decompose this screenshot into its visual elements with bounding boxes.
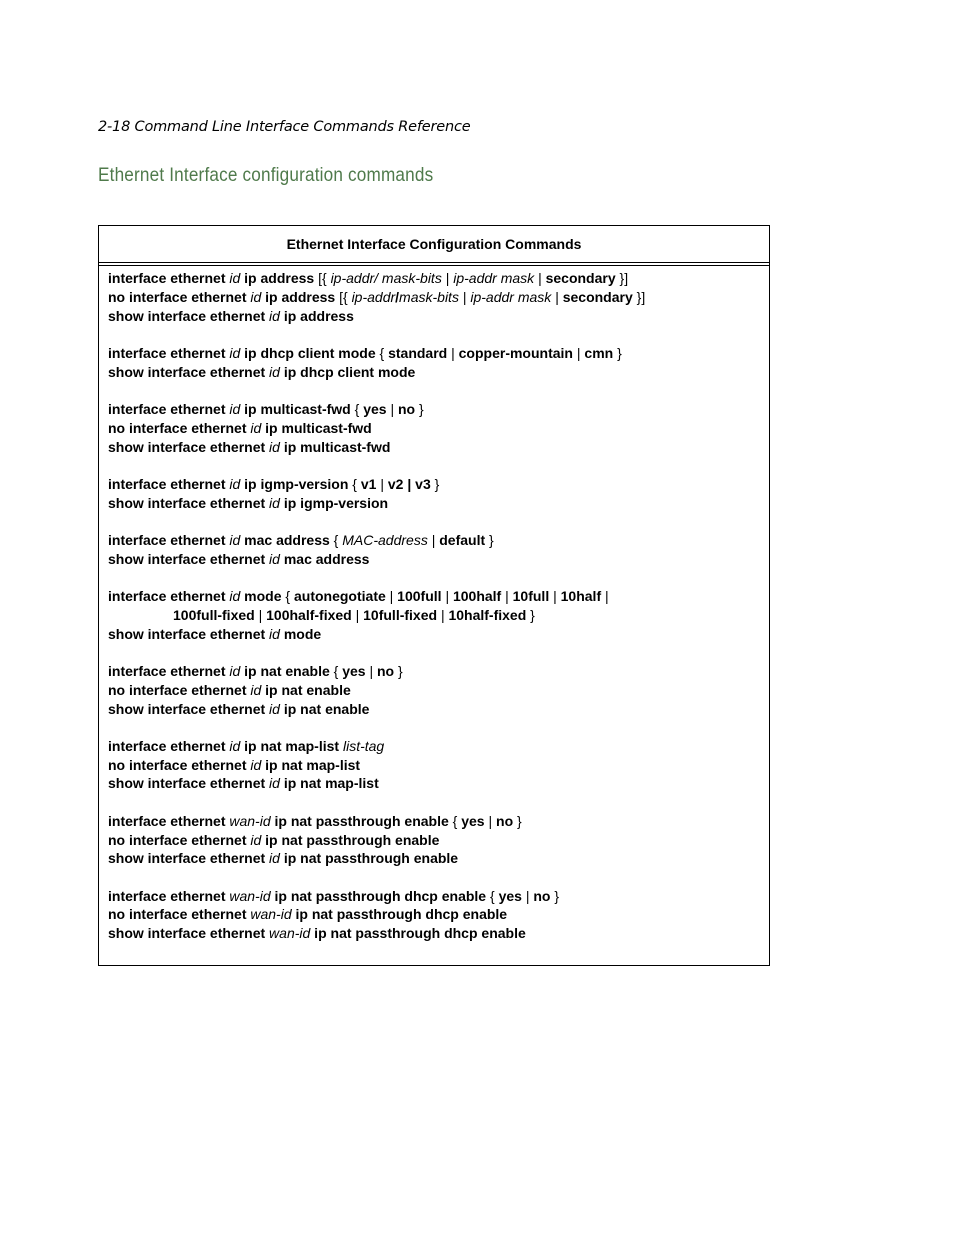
command-group (108, 531, 763, 569)
keyword-text: cmn (580, 344, 618, 361)
parameter-text: MAC-address (342, 531, 432, 548)
command-line (108, 887, 763, 906)
syntax-text: } (530, 606, 535, 623)
keyword-text: 100full-fixed (173, 606, 259, 623)
keyword-text: no interface ethernet (108, 756, 251, 773)
command-line (108, 363, 763, 382)
parameter-text: id (250, 288, 262, 305)
command-group (108, 737, 763, 793)
keyword-text: no (492, 812, 518, 829)
keyword-text: interface ethernet (108, 400, 230, 417)
keyword-text: show interface ethernet (108, 438, 270, 455)
keyword-text: v3 (411, 475, 435, 492)
keyword-text: ip nat enable (240, 662, 334, 679)
section-title: Ethernet Interface configuration commands (98, 164, 434, 186)
parameter-text: id (269, 438, 280, 455)
keyword-text: copper-mountain (454, 344, 577, 361)
syntax-text: } (489, 531, 494, 548)
syntax-text: | (390, 400, 395, 417)
command-line (108, 681, 763, 700)
parameter-text: id (269, 700, 280, 717)
command-line (108, 905, 763, 924)
syntax-text: { (354, 400, 364, 417)
keyword-text: 10half (556, 588, 605, 605)
keyword-text: show interface ethernet (108, 307, 270, 324)
parameter-text: wan-id (229, 812, 271, 829)
keyword-text: interface ethernet (108, 737, 230, 754)
keyword-text: default (435, 531, 490, 548)
syntax-text: | (555, 288, 559, 305)
command-group (108, 344, 763, 382)
parameter-text: ip-addr (351, 288, 396, 305)
keyword-text: | (407, 475, 412, 492)
keyword-text: ip nat passthrough enable (270, 812, 453, 829)
command-line (108, 812, 763, 831)
keyword-text: ip nat enable (261, 681, 351, 698)
command-line (108, 831, 763, 850)
keyword-text: yes (342, 662, 370, 679)
command-line (108, 475, 763, 494)
parameter-text: ip-addr mask (466, 288, 556, 305)
keyword-text: ip igmp-version (279, 494, 389, 511)
command-line (108, 531, 763, 550)
parameter-text: id (229, 400, 241, 417)
keyword-text: v2 (383, 475, 408, 492)
keyword-text: show interface ethernet (108, 700, 270, 717)
keyword-text: ip multicast-fwd (261, 419, 372, 436)
keyword-text: ip nat map-list (279, 775, 379, 792)
keyword-text: ip address (261, 288, 340, 305)
keyword-text: show interface ethernet (108, 363, 270, 380)
syntax-text: } (517, 812, 522, 829)
keyword-text: ip nat passthrough dhcp enable (270, 887, 490, 904)
keyword-text: interface ethernet (108, 475, 230, 492)
keyword-text: show interface ethernet (108, 550, 270, 567)
syntax-text: } (418, 400, 424, 417)
keyword-text: ip nat passthrough enable (279, 850, 459, 867)
keyword-text: interface ethernet (108, 531, 230, 548)
syntax-text: { (489, 887, 499, 904)
keyword-text: 10full (508, 588, 554, 605)
parameter-text: list-tag (342, 737, 385, 754)
syntax-text: | (440, 606, 445, 623)
keyword-text: ip nat map-list (240, 737, 343, 754)
keyword-text: no interface ethernet (108, 681, 251, 698)
keyword-text: show interface ethernet (108, 494, 270, 511)
keyword-text: ip nat passthrough enable (261, 831, 440, 848)
keyword-text: ip dhcp client mode (279, 363, 416, 380)
syntax-text: | (605, 588, 609, 605)
keyword-text: no interface ethernet (108, 906, 251, 923)
keyword-text: ip nat passthrough dhcp enable (310, 925, 526, 942)
keyword-text: interface ethernet (108, 812, 230, 829)
keyword-text: standard (388, 344, 452, 361)
syntax-text: | (369, 662, 374, 679)
syntax-text: | (445, 588, 450, 605)
running-header: 2-18 Command Line Interface Commands Reference (98, 119, 471, 135)
syntax-text: } (554, 887, 560, 904)
syntax-text: } (434, 475, 440, 492)
command-line (108, 307, 763, 326)
keyword-text: interface ethernet (108, 270, 230, 286)
command-line (108, 774, 763, 793)
command-line (108, 662, 763, 681)
syntax-text: | (576, 344, 581, 361)
syntax-text: [{ (318, 270, 331, 286)
keyword-text: 10full-fixed (359, 606, 441, 623)
keyword-text: / (395, 288, 400, 305)
syntax-text: } (617, 344, 622, 361)
keyword-text: mac address (279, 550, 370, 567)
syntax-text: | (538, 270, 542, 286)
syntax-text: }] (619, 270, 629, 286)
syntax-text: | (505, 588, 509, 605)
keyword-text: no interface ethernet (108, 831, 251, 848)
table-body (108, 269, 763, 962)
keyword-text: no interface ethernet (108, 288, 251, 305)
parameter-text: ip-addr/ mask-bits (330, 270, 446, 286)
syntax-text: { (285, 588, 294, 605)
command-line (108, 849, 763, 868)
keyword-text: ip address (240, 270, 319, 286)
syntax-text: | (355, 606, 360, 623)
keyword-text: yes (498, 887, 526, 904)
syntax-text: [{ (339, 288, 352, 305)
syntax-text: { (333, 531, 343, 548)
command-line (108, 756, 763, 775)
syntax-text: | (445, 270, 450, 286)
keyword-text: ip dhcp client mode (240, 344, 380, 361)
parameter-text: id (269, 363, 280, 380)
keyword-text: mac address (240, 531, 334, 548)
command-line (108, 288, 763, 307)
command-line (108, 419, 763, 438)
syntax-text: { (352, 475, 361, 492)
syntax-text: { (333, 662, 343, 679)
parameter-text: id (250, 831, 262, 848)
command-line (108, 550, 763, 569)
keyword-text: secondary (558, 288, 637, 305)
parameter-text: wan-id (229, 887, 271, 904)
parameter-text: id (229, 737, 241, 754)
command-group (108, 475, 763, 513)
keyword-text: ip address (279, 307, 354, 324)
command-line (108, 700, 763, 719)
keyword-text: ip igmp-version (240, 475, 353, 492)
keyword-text: no (529, 887, 555, 904)
keyword-text: mode (240, 588, 286, 605)
command-group (108, 662, 763, 718)
syntax-text: | (380, 475, 384, 492)
parameter-text: id (250, 756, 262, 773)
syntax-text: | (451, 344, 455, 361)
keyword-text: ip multicast-fwd (279, 438, 391, 455)
parameter-text: id (229, 588, 241, 605)
command-group (108, 887, 763, 943)
command-line (108, 606, 763, 625)
keyword-text: ip nat map-list (261, 756, 361, 773)
command-line (108, 625, 763, 644)
parameter-text: id (269, 494, 280, 511)
keyword-text: interface ethernet (108, 588, 230, 605)
keyword-text: ip nat passthrough dhcp enable (291, 906, 508, 923)
command-line (108, 438, 763, 457)
parameter-text: wan-id (250, 906, 292, 923)
keyword-text: 100half-fixed (262, 606, 356, 623)
keyword-text: interface ethernet (108, 344, 230, 361)
syntax-text: | (525, 887, 530, 904)
command-line (108, 494, 763, 513)
keyword-text: 100half (449, 588, 506, 605)
syntax-text: | (389, 588, 394, 605)
command-line (108, 269, 763, 288)
keyword-text: ip nat enable (279, 700, 370, 717)
keyword-text: show interface ethernet (108, 625, 270, 642)
command-group (108, 400, 763, 456)
parameter-text: id (229, 344, 241, 361)
parameter-text: ip-addr mask (449, 270, 539, 286)
header-double-rule (99, 263, 769, 266)
keyword-text: autonegotiate (293, 588, 390, 605)
syntax-text: | (431, 531, 436, 548)
keyword-text: show interface ethernet (108, 925, 270, 942)
command-group (108, 587, 763, 643)
syntax-text: }] (636, 288, 646, 305)
syntax-text: { (452, 812, 462, 829)
syntax-text: | (462, 288, 467, 305)
keyword-text: interface ethernet (108, 887, 230, 904)
command-line (108, 924, 763, 943)
command-line (108, 400, 763, 419)
keyword-text: mode (279, 625, 322, 642)
keyword-text: yes (461, 812, 489, 829)
parameter-text: id (229, 531, 241, 548)
parameter-text: id (269, 550, 280, 567)
parameter-text: id (269, 625, 280, 642)
syntax-text: | (258, 606, 263, 623)
keyword-text: no interface ethernet (108, 419, 251, 436)
command-group (108, 269, 763, 325)
keyword-text: secondary (541, 270, 620, 286)
parameter-text: id (229, 270, 241, 286)
parameter-text: id (250, 419, 262, 436)
syntax-text: } (398, 662, 403, 679)
parameter-text: mask-bits (399, 288, 463, 305)
keyword-text: 100full (393, 588, 446, 605)
parameter-text: id (269, 307, 280, 324)
table-header: Ethernet Interface Configuration Commands (99, 226, 769, 263)
syntax-text: | (488, 812, 493, 829)
command-table (98, 225, 770, 966)
keyword-text: 10half-fixed (444, 606, 531, 623)
command-line (108, 344, 763, 363)
syntax-text: { (379, 344, 389, 361)
keyword-text: v1 (360, 475, 381, 492)
parameter-text: id (250, 681, 262, 698)
parameter-text: id (229, 662, 241, 679)
parameter-text: id (269, 850, 280, 867)
command-line (108, 737, 763, 756)
command-line (108, 587, 763, 606)
keyword-text: no (373, 662, 398, 679)
keyword-text: yes (363, 400, 391, 417)
parameter-text: id (269, 775, 280, 792)
syntax-text: | (553, 588, 557, 605)
keyword-text: show interface ethernet (108, 850, 270, 867)
keyword-text: show interface ethernet (108, 775, 270, 792)
parameter-text: wan-id (269, 925, 311, 942)
parameter-text: id (229, 475, 241, 492)
keyword-text: interface ethernet (108, 662, 230, 679)
keyword-text: no (394, 400, 419, 417)
command-group (108, 812, 763, 868)
keyword-text: ip multicast-fwd (240, 400, 355, 417)
